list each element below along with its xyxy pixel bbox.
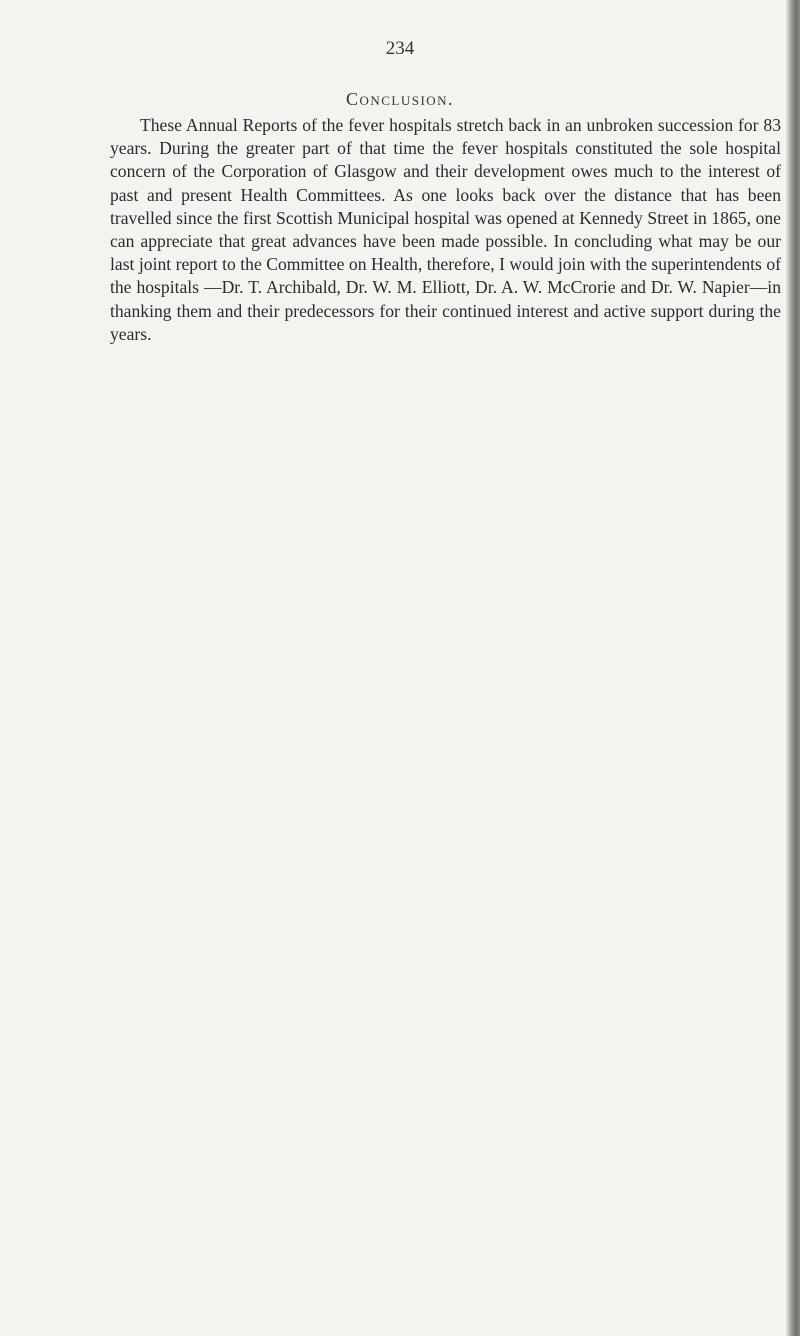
body-paragraph: These Annual Reports of the fever hospitals stretch back in an unbroken succession for 83 years. During the greater part of that time the fever hospitals constituted the sole hospital concern of the Corporation of Glasgow and their development owes much to the interest of past and present Health Committees. As one looks back over the distance that has been travelled since the first Scottish Municipal hospital was opened at Kennedy Street in 1865, one can appreciate that great advances have been made possible. In concluding what may be our last joint report to the Committee on Health, therefore, I would join with the superintendents of the hospitals —Dr. T. Archibald, Dr. W. M. Elliott, Dr. A. W. McCrorie and Dr. W. Napier—in thanking them and their predecessors for their continued interest and active support during the years.	[110, 115, 781, 344]
section-heading: Conclusion.	[345, 89, 455, 109]
page-edge-shadow	[786, 0, 800, 1336]
page-number: 234	[385, 38, 415, 59]
